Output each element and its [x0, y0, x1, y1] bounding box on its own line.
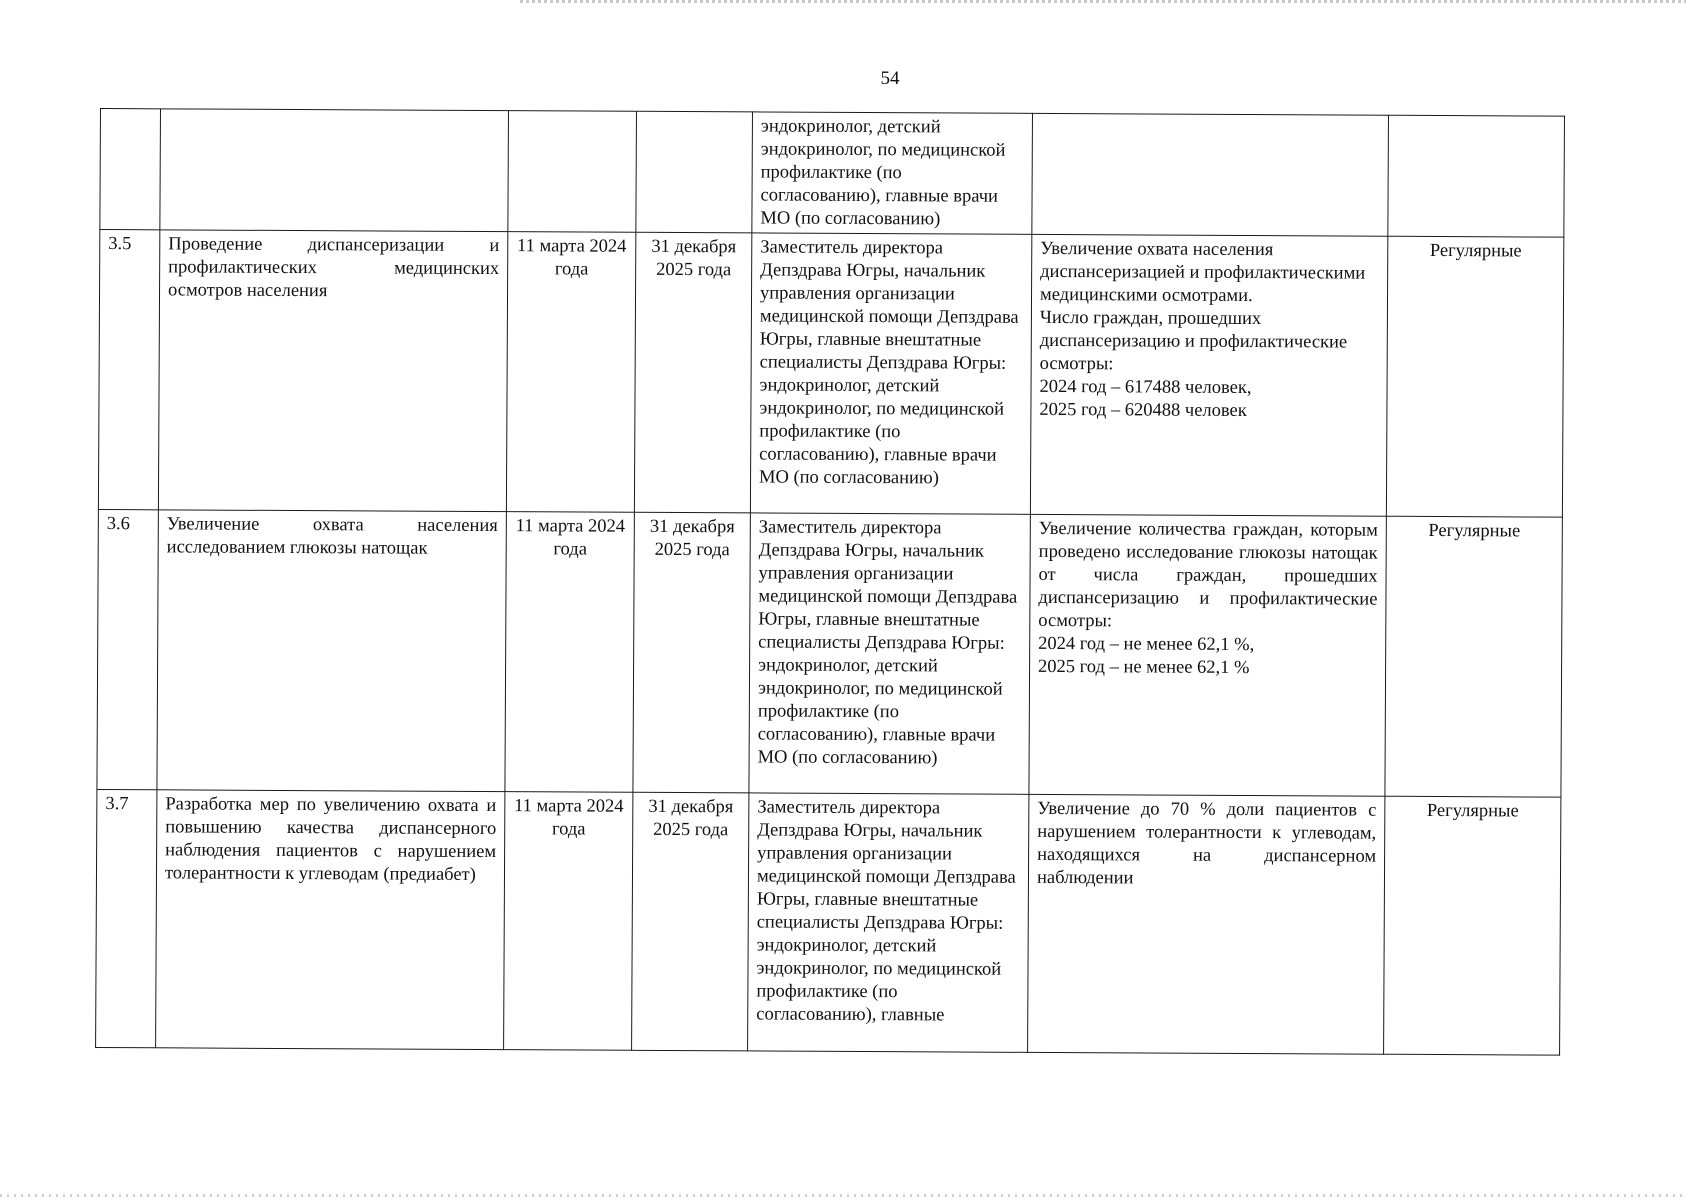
cell-num: 3.6 — [97, 509, 158, 789]
cell-result — [1032, 113, 1389, 236]
cell-name: Увеличение охвата населения исследованием глюкозы натощак — [157, 510, 506, 792]
cell-type: Регулярные — [1385, 516, 1562, 797]
table-row-3-7 — [96, 789, 1561, 1055]
cell-responsible: Заместитель директора Депздрава Югры, начальник управления организации медицинской помощи Депздрава Югры, главные внештатные специалисты Депздрава Югры: эндокринолог, детский эндокринолог, по медицинской профилактике (по согласованию), главные врачи МО (по согласованию) — [750, 233, 1031, 514]
cell-name — [160, 109, 509, 232]
cell-responsible: Заместитель директора Депздрава Югры, начальник управления организации медицинской помощи Депздрава Югры, главные внештатные специалисты Депздрава Югры: эндокринолог, детский эндокринолог, по медицинской профилактике (по согласованию), главные врачи МО (по согласованию) — [749, 513, 1030, 794]
cell-result: Увеличение до 70 % доли пациентов с нарушением толерантности к углеводам, находящихся на диспансерном наблюдении — [1028, 794, 1385, 1054]
cell-type: Регулярные — [1386, 236, 1563, 517]
table-row-continuation — [100, 109, 1565, 238]
cell-type: Регулярные — [1384, 796, 1561, 1055]
scan-edge-top — [520, 0, 1686, 3]
cell-name: Проведение диспансеризации и профилактических медицинских осмотров населения — [158, 230, 507, 512]
cell-start: 11 марта 2024 года — [505, 512, 634, 793]
cell-responsible: Заместитель директора Депздрава Югры, начальник управления организации медицинской помощи Депздрава Югры, главные внештатные специалисты Депздрава Югры: эндокринолог, детский эндокринолог, по медицинской профилактике (по согласованию), главные — [748, 793, 1029, 1052]
result-text: 2024 год – 617488 человек, — [1039, 376, 1252, 399]
cell-start — [508, 111, 637, 233]
result-text: Увеличение охвата населения диспансеризацией и профилактическими медицинскими осмотрами. — [1039, 238, 1366, 307]
cell-name: Разработка мер по увеличению охвата и повышению качества диспансерного наблюдения пациентов с нарушением толерантности к углеводам (предиабет) — [156, 790, 505, 1050]
cell-end: 31 декабря 2025 года — [632, 792, 749, 1051]
result-text: Число граждан, прошедших диспансеризацию и профилактические осмотры: — [1039, 307, 1348, 375]
cell-end — [636, 111, 753, 233]
result-text: 2024 год – не менее 62,1 %, — [1038, 633, 1255, 656]
result-text: Увеличение количества граждан, которым проведено исследование глюкозы натощак от числа граждан, прошедших диспансеризацию и профилактические осмотры: — [1038, 518, 1378, 632]
result-text: 2025 год – не менее 62,1 % — [1038, 656, 1250, 679]
cell-num: 3.7 — [96, 789, 157, 1047]
cell-start: 11 марта 2024 года — [506, 232, 635, 513]
measures-table — [95, 108, 1565, 1056]
scan-edge-bottom — [0, 1194, 1686, 1197]
cell-result — [1030, 234, 1387, 516]
cell-end: 31 декабря 2025 года — [633, 512, 750, 793]
table-row-3-5 — [98, 230, 1563, 518]
cell-responsible: эндокринолог, детский эндокринолог, по медицинской профилактике (по согласованию), главные врачи МО (по согласованию) — [752, 112, 1033, 234]
cell-type — [1388, 115, 1565, 237]
cell-end: 31 декабря 2025 года — [634, 232, 751, 513]
cell-num — [100, 109, 161, 230]
cell-start: 11 марта 2024 года — [504, 792, 633, 1051]
cell-result — [1029, 514, 1386, 796]
cell-num: 3.5 — [98, 230, 159, 510]
table-row-3-6 — [97, 509, 1562, 797]
page-number: 54 — [880, 68, 900, 89]
result-text: 2025 год – 620488 человек — [1039, 399, 1247, 422]
